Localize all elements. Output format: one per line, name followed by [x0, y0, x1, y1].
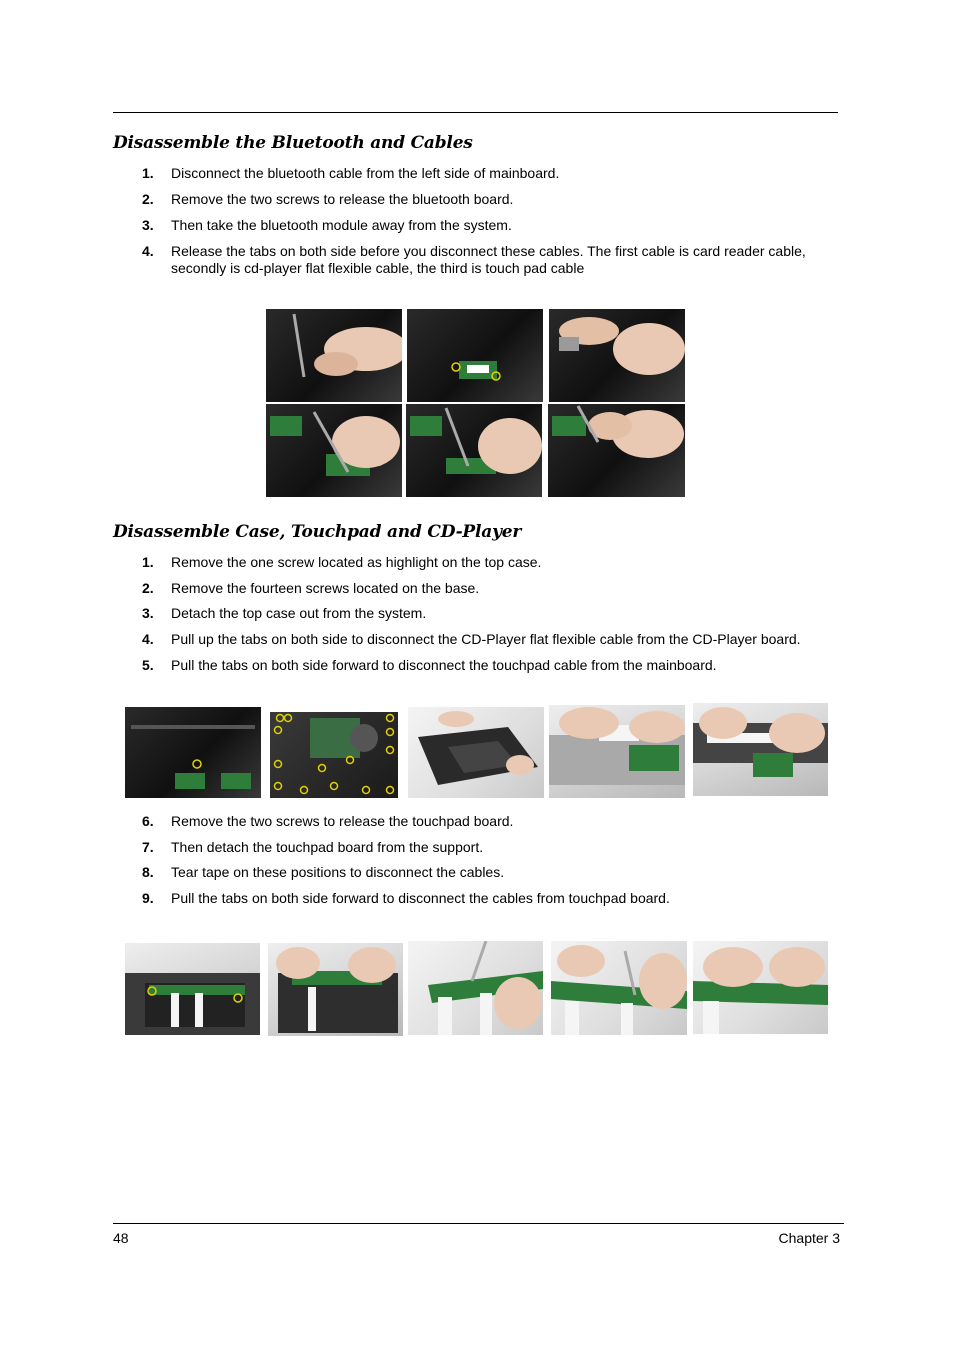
photo-bluetooth-screws: [407, 309, 543, 402]
step-item: [0, 217, 831, 243]
photo-touchpad-cable: [548, 404, 685, 497]
step-text: Detach the top case out from the system.: [171, 605, 427, 621]
photo-detach-touchpad-board: [268, 943, 403, 1036]
step-number: 5.: [142, 657, 154, 673]
step-number: 1.: [142, 165, 154, 181]
step-number: 4.: [142, 243, 154, 259]
step-number: 6.: [142, 813, 154, 829]
step-text: Pull the tabs on both side forward to disconnect the cables from touchpad board.: [171, 890, 670, 906]
page-number: 48: [113, 1230, 129, 1246]
steps-case-b: [0, 813, 831, 907]
step-text: Tear tape on these positions to disconnect the cables.: [171, 864, 505, 880]
step-text: Disconnect the bluetooth cable from the left side of mainboard.: [171, 165, 560, 181]
photo-touchpad-mainboard-cable: [693, 703, 828, 796]
photo-disconnect-cable-2: [693, 941, 828, 1034]
steps-bluetooth: [0, 165, 831, 277]
section-title-bluetooth: Disassemble the Bluetooth and Cables: [113, 133, 473, 153]
step-number: 4.: [142, 631, 154, 647]
step-item: [0, 605, 831, 631]
photo-top-case-screw: [125, 707, 261, 798]
photo-disconnect-cable-1: [551, 941, 687, 1035]
step-number: 9.: [142, 890, 154, 906]
photo-tear-tape: [408, 941, 543, 1035]
step-text: Release the tabs on both side before you disconnect these cables. The first cable is card reader cable, secondly is cd-player flat flexible cable, the third is touch pad cable: [171, 243, 806, 276]
step-text: Pull the tabs on both side forward to disconnect the touchpad cable from the mainboard.: [171, 657, 717, 673]
step-item: [0, 165, 831, 191]
steps-case-a: [0, 554, 831, 674]
step-number: 3.: [142, 217, 154, 233]
step-item: [0, 554, 831, 580]
step-number: 2.: [142, 580, 154, 596]
step-item: [0, 631, 831, 657]
step-number: 8.: [142, 864, 154, 880]
photo-card-reader-cable: [266, 404, 402, 497]
step-item: [0, 191, 831, 217]
photo-touchpad-screws: [125, 943, 260, 1035]
step-text: Remove the two screws to release the touchpad board.: [171, 813, 514, 829]
step-item: [0, 813, 831, 839]
photo-cd-player-cable: [406, 404, 542, 497]
step-number: 7.: [142, 839, 154, 855]
step-number: 1.: [142, 554, 154, 570]
photo-base-screws: [270, 712, 398, 798]
step-text: Remove the one screw located as highlight on the top case.: [171, 554, 542, 570]
step-item: [0, 890, 831, 907]
header-rule: [113, 112, 838, 113]
step-item: [0, 580, 831, 605]
section-title-case: Disassemble Case, Touchpad and CD-Player: [113, 522, 522, 542]
step-item: [0, 657, 831, 674]
step-item: [0, 243, 831, 277]
photo-bluetooth-module: [549, 309, 685, 402]
step-number: 3.: [142, 605, 154, 621]
step-text: Pull up the tabs on both side to disconnect the CD-Player flat flexible cable from the CD-Player board.: [171, 631, 801, 647]
step-text: Then take the bluetooth module away from the system.: [171, 217, 512, 233]
step-text: Then detach the touchpad board from the support.: [171, 839, 484, 855]
step-text: Remove the fourteen screws located on the base.: [171, 580, 480, 596]
photo-detach-top-case: [408, 707, 544, 798]
step-item: [0, 864, 831, 890]
footer-rule: [113, 1223, 844, 1224]
step-number: 2.: [142, 191, 154, 207]
chapter-label: Chapter 3: [778, 1230, 840, 1246]
photo-cd-player-flex-cable: [549, 705, 685, 798]
step-item: [0, 839, 831, 864]
step-text: Remove the two screws to release the bluetooth board.: [171, 191, 514, 207]
photo-bluetooth-cable: [266, 309, 402, 402]
